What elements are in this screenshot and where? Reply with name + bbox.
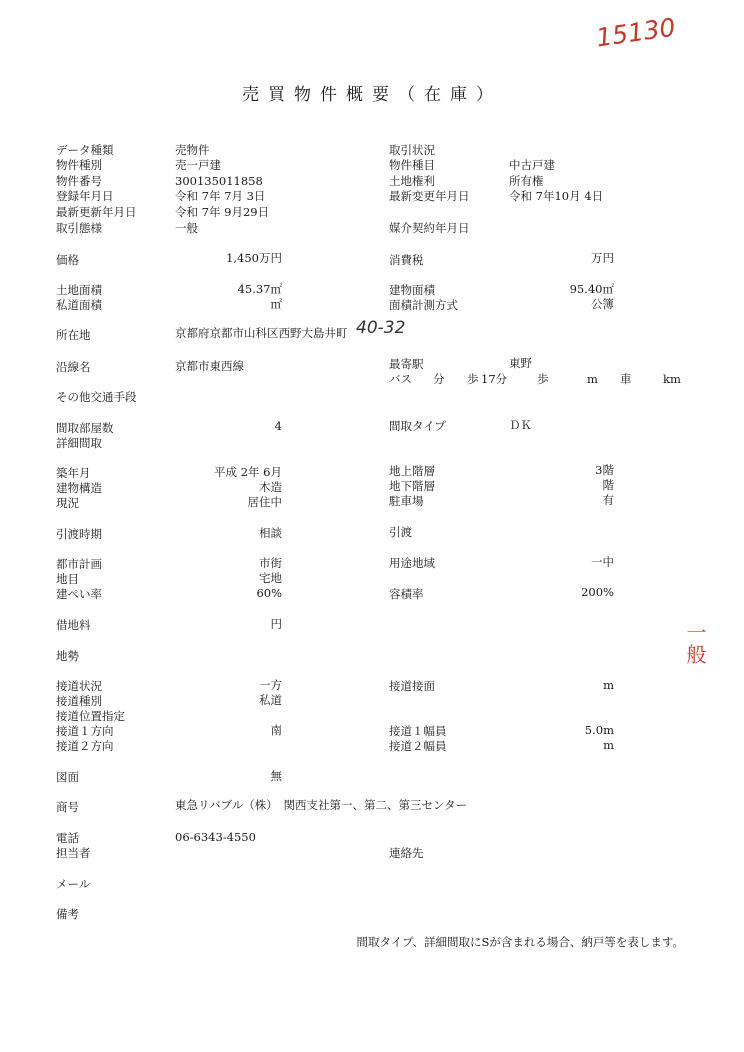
handwritten-number: 15130 [594,12,678,53]
value-coverage: 60% [256,586,282,600]
value-zoning: 一中 [591,555,614,569]
label-road1-dir: 接道１方向 [56,724,114,738]
label-other-transport: その他交通手段 [56,390,137,404]
value-drawing: 無 [270,769,282,783]
value-private-road: ㎡ [270,297,282,311]
label-station: 最寄駅 [389,357,424,371]
label-meters: m [587,372,598,386]
label-price: 価格 [56,253,79,267]
label-last-change: 最新変更年月日 [389,189,470,203]
value-road1-width: 5.0m [584,723,614,737]
label-built: 築年月 [56,466,91,480]
value-building-area: 95.40㎡ [569,282,614,296]
label-deal-mode: 取引態様 [56,221,102,235]
value-handover-time: 相談 [259,526,282,540]
label-staff: 担当者 [56,846,91,860]
value-rooms: 4 [274,419,282,433]
label-road-frontage: 接道接面 [389,679,435,693]
value-tax: 万円 [591,251,614,265]
label-remarks: 備考 [56,907,79,921]
value-last-change: 令和 7年10月 4日 [509,189,604,203]
label-car: 車 [620,372,632,386]
label-room-detail: 詳細間取 [56,436,102,450]
label-data-type: データ種類 [56,143,114,157]
handwritten-ippan: 一般 [683,622,707,666]
value-parking: 有 [602,493,614,507]
label-bus-min: 分 [433,372,445,386]
value-structure: 木造 [259,480,282,494]
label-land-right: 土地権利 [389,174,435,188]
label-walk2: 歩 [537,372,549,386]
label-road2-width: 接道２幅員 [389,739,447,753]
value-built: 平成 2年 6月 [214,465,282,479]
label-status: 現況 [56,496,79,510]
label-private-road: 私道面積 [56,298,102,312]
label-contact: 連絡先 [389,846,424,860]
value-road1-dir: 南 [270,723,282,737]
label-updated: 最新更新年月日 [56,205,137,219]
label-terrain: 地勢 [56,649,79,663]
value-land-area: 45.37㎡ [237,282,282,296]
value-station: 東野 [509,356,532,370]
label-zoning: 用途地域 [389,556,435,570]
label-property-no: 物件番号 [56,174,102,188]
label-location: 所在地 [56,328,91,342]
label-land-area: 土地面積 [56,283,102,297]
label-road1-width: 接道１幅員 [389,724,447,738]
label-city-plan: 都市計画 [56,557,102,571]
value-land-right: 所有権 [509,174,544,188]
label-rooms: 間取部屋数 [56,421,114,435]
label-road-status: 接道状況 [56,679,102,693]
value-trade-name: 東急リバブル（株） 関西支社第一、第二、第三センター [175,798,467,812]
label-road-type: 接道種別 [56,694,102,708]
label-land-category: 地目 [56,572,79,586]
value-property-item: 中古戸建 [509,158,555,172]
label-building-area: 建物面積 [389,283,435,297]
value-road-status: 一方 [259,678,282,692]
label-km: km [663,372,681,386]
label-phone: 電話 [56,831,79,845]
label-trade-name: 商号 [56,800,79,814]
label-deal-status: 取引状況 [389,143,435,157]
label-property-kind: 物件種別 [56,158,102,172]
value-area-method: 公簿 [591,297,614,311]
label-drawing: 図面 [56,770,79,784]
label-far: 容積率 [389,587,424,601]
label-handover-time: 引渡時期 [56,527,102,541]
value-registered: 令和 7年 7月 3日 [175,189,266,203]
value-price: 1,450万円 [226,251,282,265]
label-road2-dir: 接道２方向 [56,739,114,753]
label-ground-rent: 借地料 [56,618,91,632]
value-floors-above: 3階 [595,463,614,477]
label-parking: 駐車場 [389,494,424,508]
label-road-designation: 接道位置指定 [56,709,125,723]
value-land-category: 宅地 [259,571,282,585]
value-deal-mode: 一般 [175,221,198,235]
value-ground-rent: 円 [270,617,282,631]
value-status: 居住中 [247,495,282,509]
value-road-type: 私道 [259,693,282,707]
value-data-type: 売物件 [175,143,210,157]
value-city-plan: 市街 [259,556,282,570]
label-tax: 消費税 [389,253,424,267]
value-location: 京都府京都市山科区西野大島井町 [175,326,348,340]
value-road2-width: m [603,738,614,752]
value-layout-type: ＤＫ [509,418,532,432]
label-agency-date: 媒介契約年月日 [389,221,470,235]
label-handover: 引渡 [389,525,412,539]
label-bus: バス [389,372,412,386]
value-walk-min: 17分 [481,372,508,386]
label-property-item: 物件種目 [389,158,435,172]
label-floors-below: 地下階層 [389,479,435,493]
value-far: 200% [581,585,614,599]
label-walk: 歩 [467,372,479,386]
label-area-method: 面積計測方式 [389,298,458,312]
value-updated: 令和 7年 9月29日 [175,205,270,219]
footer-note: 間取タイプ、詳細間取にSが含まれる場合、納戸等を表します。 [356,935,684,949]
value-floors-below: 階 [602,478,614,492]
page-title: 売買物件概要（在庫） [242,85,502,105]
label-registered: 登録年月日 [56,189,114,203]
handwritten-address-suffix: 40-32 [356,318,406,338]
label-email: メール [56,877,91,891]
label-layout-type: 間取タイプ [389,419,446,433]
value-phone: 06-6343-4550 [175,830,256,844]
value-property-no: 300135011858 [175,174,263,188]
label-structure: 建物構造 [56,481,102,495]
value-road-frontage: m [603,678,614,692]
value-property-kind: 売一戸建 [175,158,221,172]
value-line: 京都市東西線 [175,359,244,373]
label-line: 沿線名 [56,360,91,374]
label-coverage: 建ぺい率 [56,587,102,601]
label-floors-above: 地上階層 [389,464,435,478]
